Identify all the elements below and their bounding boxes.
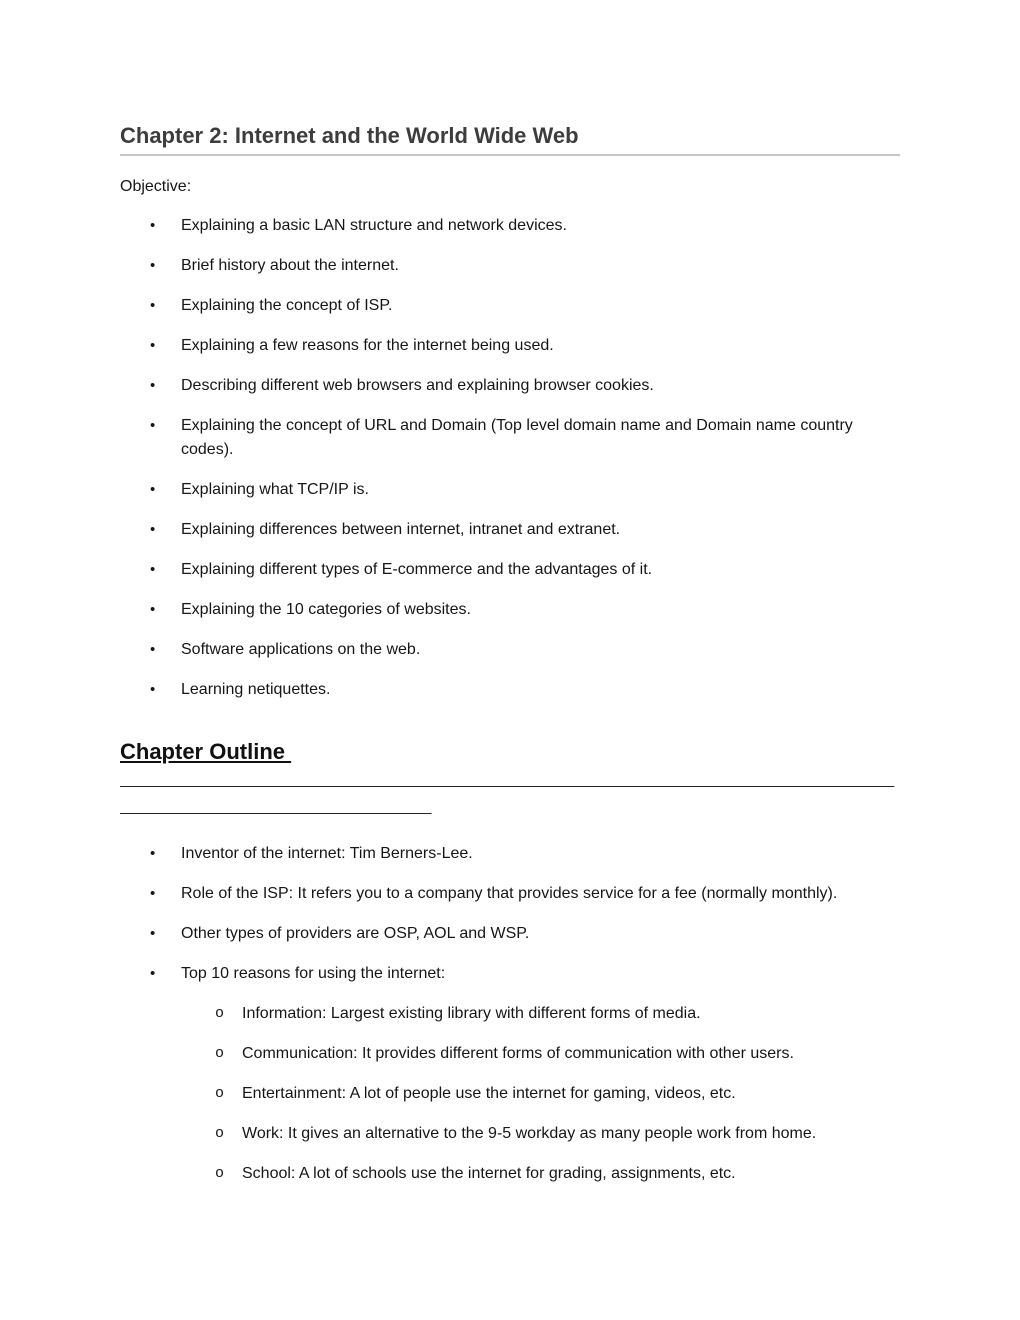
objective-list-item	[120, 518, 900, 542]
bullet-icon: •	[150, 297, 156, 314]
chapter-title: Chapter 2: Internet and the World Wide Web	[120, 120, 900, 156]
objective-list-item-text: Software applications on the web.	[181, 641, 421, 658]
outline-sub-list-item	[120, 1162, 900, 1186]
underscore-separator-line-1: _______________________________________________________________________________________	[120, 771, 895, 788]
outline-sub-list-item	[120, 1002, 900, 1026]
bullet-icon: •	[150, 561, 156, 578]
bullet-icon: •	[150, 925, 156, 942]
objective-list-item-text: Brief history about the internet.	[181, 257, 399, 274]
objective-list-item-text: Explaining a few reasons for the internet being used.	[181, 337, 554, 354]
objective-list-item	[120, 334, 900, 358]
outline-heading	[120, 738, 900, 766]
circle-bullet-icon: o	[215, 1125, 225, 1142]
objective-list-item-text: Explaining what TCP/IP is.	[181, 481, 369, 498]
bullet-icon: •	[150, 481, 156, 498]
circle-bullet-icon: o	[215, 1045, 225, 1062]
bullet-icon: •	[150, 681, 156, 698]
objective-list-item	[120, 414, 900, 462]
outline-list-item	[120, 962, 900, 986]
objective-list-item	[120, 598, 900, 622]
outline-heading-text: Chapter Outline	[120, 739, 292, 764]
bullet-icon: •	[150, 885, 156, 902]
bullet-icon: •	[150, 257, 156, 274]
bullet-icon: •	[150, 641, 156, 658]
outline-list-item	[120, 842, 900, 866]
outline-list-item-text: Inventor of the internet: Tim Berners-Lee.	[181, 845, 473, 862]
objective-list-item	[120, 558, 900, 582]
bullet-icon: •	[150, 377, 156, 394]
outline-list	[120, 842, 900, 986]
outline-list-item-text: Top 10 reasons for using the internet:	[181, 965, 446, 982]
outline-sub-list-item-text: Communication: It provides different forms of communication with other users.	[242, 1045, 794, 1062]
objective-list-item-text: Describing different web browsers and explaining browser cookies.	[181, 377, 654, 394]
outline-sub-list-item	[120, 1082, 900, 1106]
circle-bullet-icon: o	[215, 1005, 225, 1022]
outline-list-item-text: Role of the ISP: It refers you to a company that provides service for a fee (normally monthly).	[181, 885, 838, 902]
objective-list-item-text: Explaining different types of E-commerce and the advantages of it.	[181, 561, 653, 578]
objective-list-item	[120, 678, 900, 702]
objective-list-item-text: Explaining a basic LAN structure and network devices.	[181, 217, 567, 234]
objective-list-item-text: Explaining the concept of URL and Domain (Top level domain name and Domain name country codes).	[181, 417, 853, 458]
outline-sub-list-item-text: Information: Largest existing library with different forms of media.	[242, 1005, 701, 1022]
objective-list-item	[120, 214, 900, 238]
bullet-icon: •	[150, 845, 156, 862]
outline-sub-list-item	[120, 1042, 900, 1066]
bullet-icon: •	[150, 217, 156, 234]
bullet-icon: •	[150, 601, 156, 618]
objective-list-item-text: Learning netiquettes.	[181, 681, 331, 698]
objective-list-item	[120, 294, 900, 318]
circle-bullet-icon: o	[215, 1165, 225, 1182]
objective-list-item	[120, 374, 900, 398]
objective-list-item-text: Explaining the 10 categories of websites.	[181, 601, 471, 618]
objective-list-item	[120, 638, 900, 662]
objective-label: Objective:	[120, 178, 192, 195]
bullet-icon: •	[150, 337, 156, 354]
objective-list-item	[120, 478, 900, 502]
objective-list-item-text: Explaining differences between internet, intranet and extranet.	[181, 521, 621, 538]
bullet-icon: •	[150, 965, 156, 982]
outline-list-item-text: Other types of providers are OSP, AOL and WSP.	[181, 925, 530, 942]
objective-list-item	[120, 254, 900, 278]
outline-list-item	[120, 882, 900, 906]
outline-sub-list	[120, 1002, 900, 1186]
outline-list-item	[120, 922, 900, 946]
underscore-separator	[120, 766, 900, 820]
outline-sub-list-item-text: Work: It gives an alternative to the 9-5 workday as many people work from home.	[242, 1125, 817, 1142]
outline-sub-list-item	[120, 1122, 900, 1146]
outline-sub-list-item-text: School: A lot of schools use the internet for grading, assignments, etc.	[242, 1165, 736, 1182]
bullet-icon: •	[150, 521, 156, 538]
bullet-icon: •	[150, 417, 156, 434]
objectives-list	[120, 214, 900, 702]
underscore-separator-line-2: ___________________________________	[120, 798, 432, 815]
outline-sub-list-item-text: Entertainment: A lot of people use the internet for gaming, videos, etc.	[242, 1085, 736, 1102]
circle-bullet-icon: o	[215, 1085, 225, 1102]
objective-list-item-text: Explaining the concept of ISP.	[181, 297, 393, 314]
